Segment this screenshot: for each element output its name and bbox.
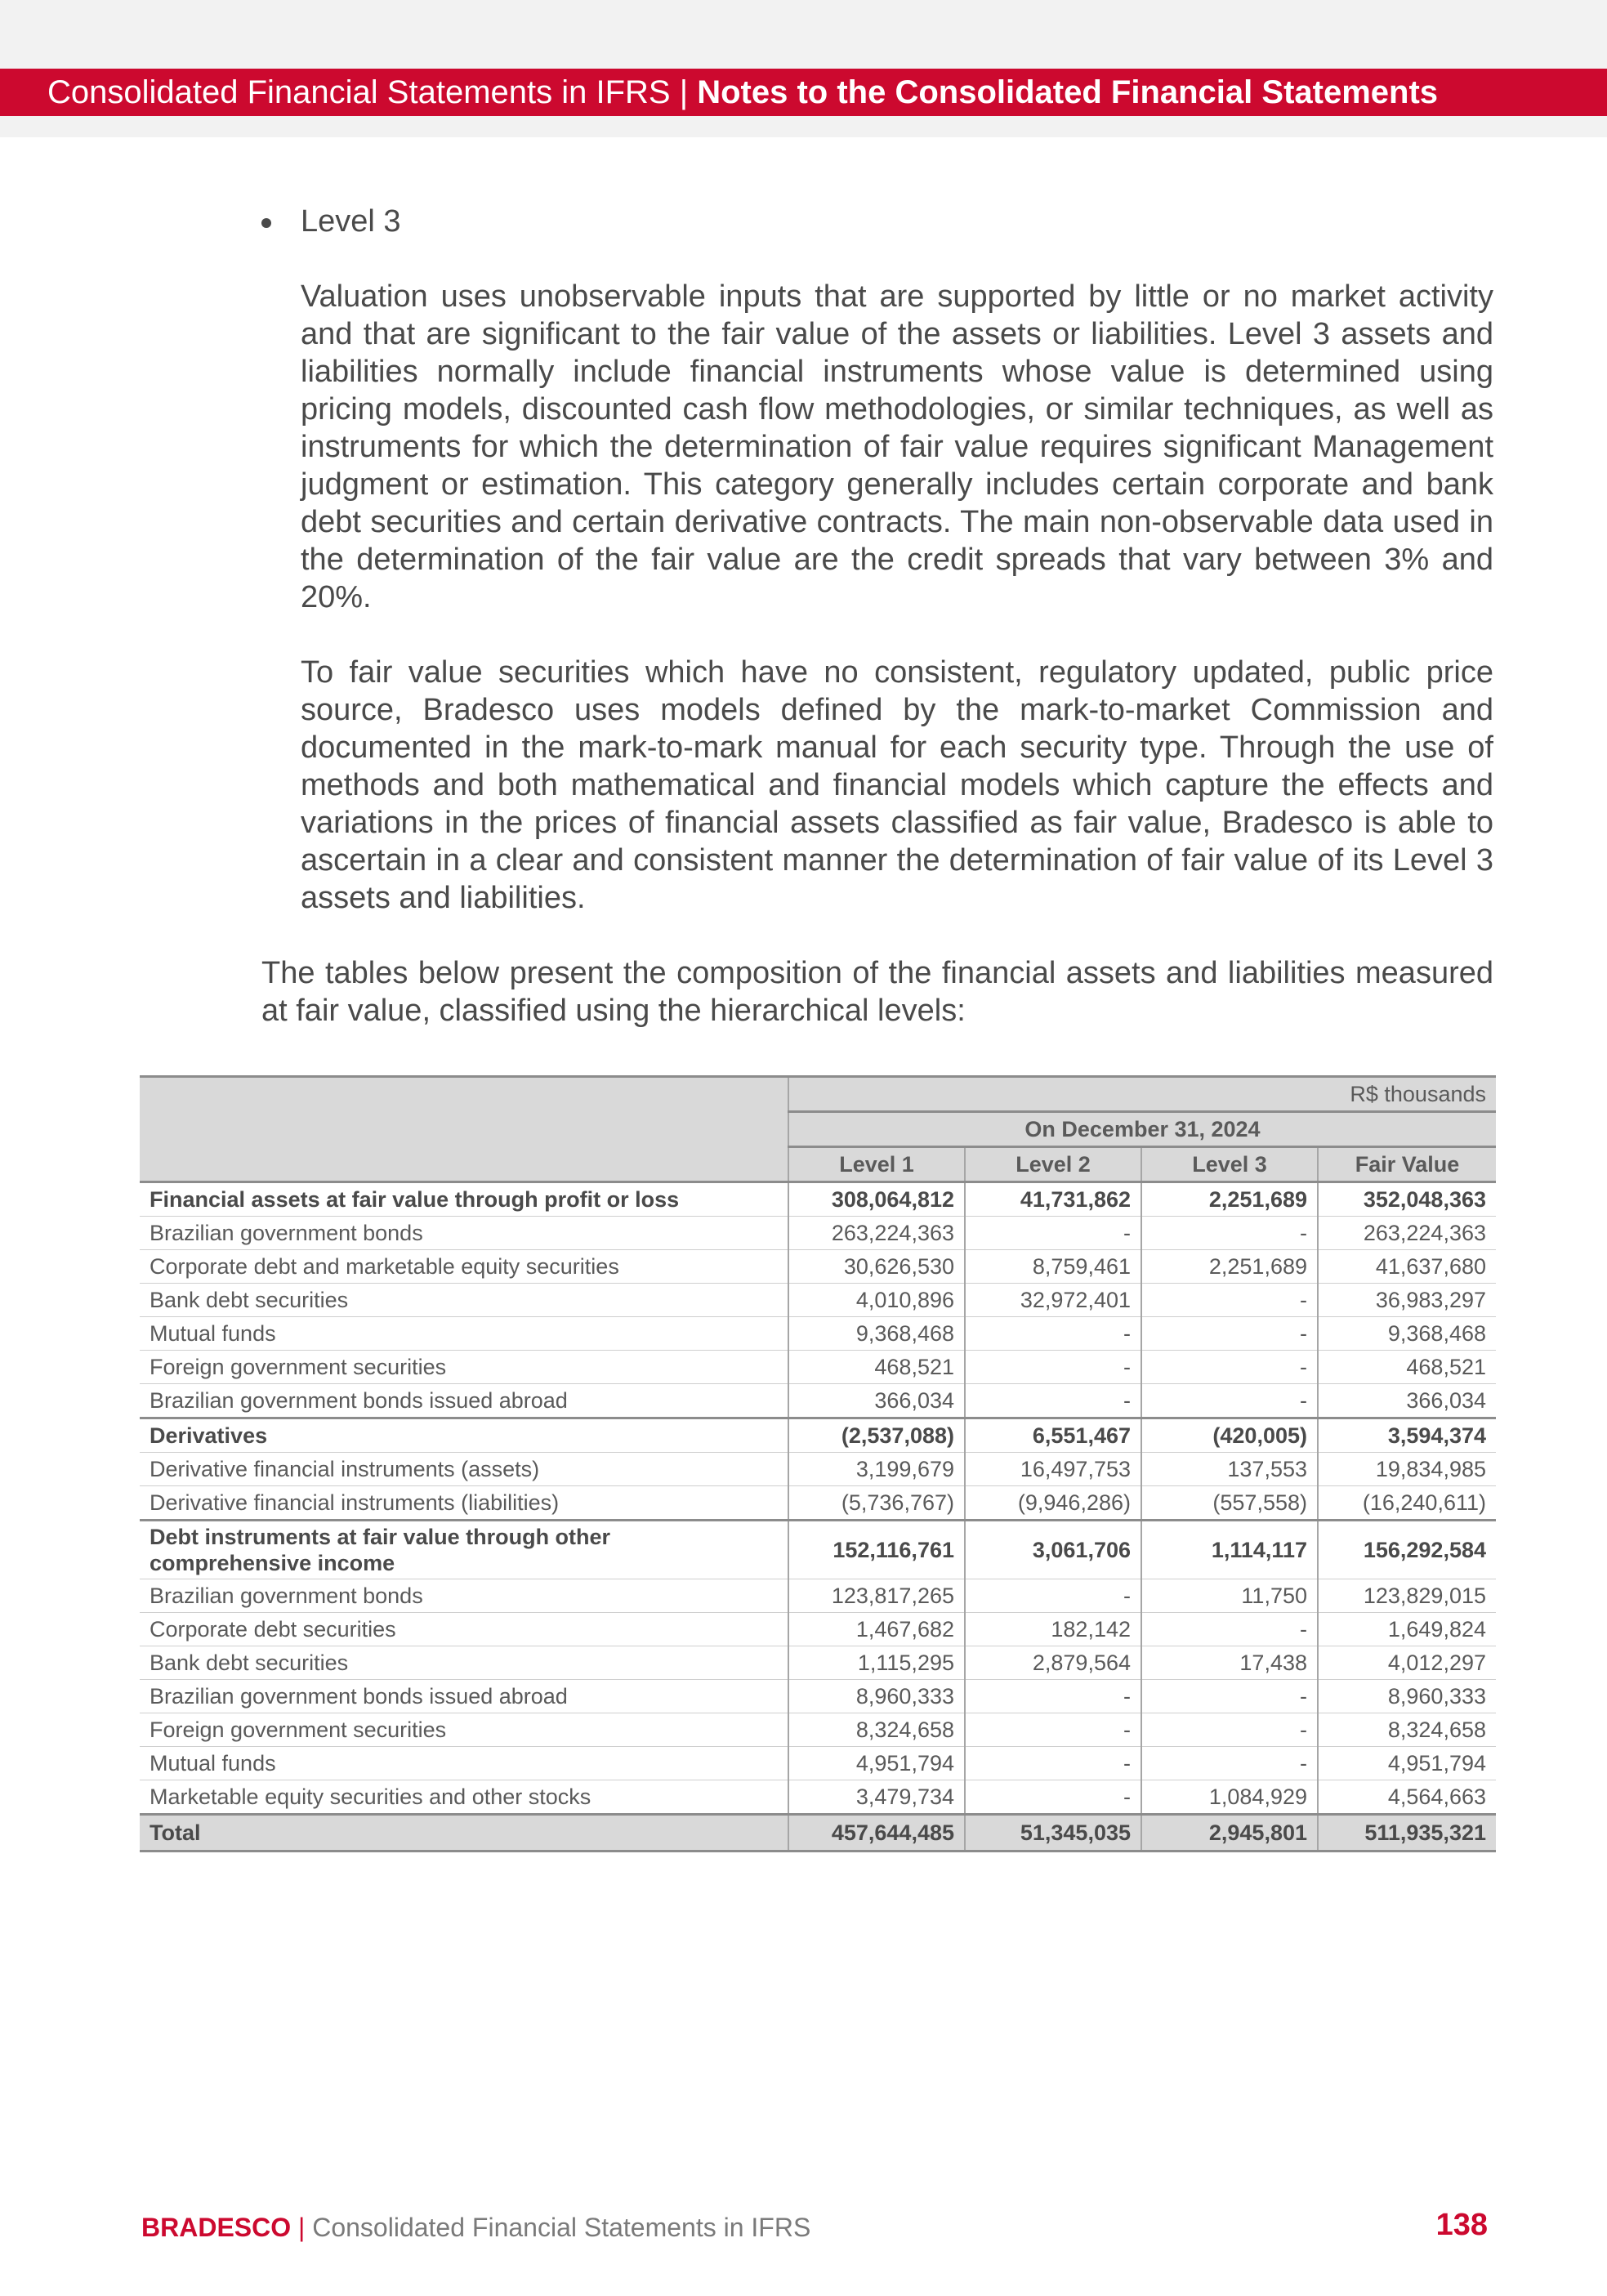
cell-level-3: 1,114,117 [1141,1521,1318,1579]
row-label: Corporate debt and marketable equity securities [140,1250,788,1284]
cell-level-2: 3,061,706 [965,1521,1141,1579]
total-level-3: 2,945,801 [1141,1815,1318,1852]
row-label: Bank debt securities [140,1284,788,1317]
cell-level-1: (5,736,767) [788,1486,965,1521]
row-label: Brazilian government bonds [140,1579,788,1613]
cell-level-3: 2,251,689 [1141,1250,1318,1284]
table-units: R$ thousands [788,1077,1496,1112]
cell-level-1: 366,034 [788,1384,965,1418]
row-label: Mutual funds [140,1317,788,1351]
cell-fair-value: 4,951,794 [1318,1747,1496,1780]
cell-level-2: 2,879,564 [965,1646,1141,1680]
table-row [140,1747,1496,1780]
column-header-fair-value: Fair Value [1318,1147,1496,1182]
row-label: Brazilian government bonds issued abroad [140,1680,788,1713]
cell-fair-value: 8,960,333 [1318,1680,1496,1713]
cell-level-2: 8,759,461 [965,1250,1141,1284]
row-label: Marketable equity securities and other stocks [140,1780,788,1815]
cell-level-3: - [1141,1713,1318,1747]
cell-level-2: - [965,1317,1141,1351]
row-label: Derivative financial instruments (liabilities) [140,1486,788,1521]
cell-level-1: 8,324,658 [788,1713,965,1747]
cell-level-2: - [965,1351,1141,1384]
cell-level-1: 1,467,682 [788,1613,965,1646]
row-label: Debt instruments at fair value through other comprehensive income [140,1521,788,1579]
cell-fair-value: 19,834,985 [1318,1453,1496,1486]
header-bar [0,69,1607,116]
cell-level-3: (557,558) [1141,1486,1318,1521]
row-label: Brazilian government bonds issued abroad [140,1384,788,1418]
fair-value-hierarchy-table [140,1075,1496,1852]
cell-level-2: - [965,1747,1141,1780]
cell-fair-value: 468,521 [1318,1351,1496,1384]
cell-level-1: 152,116,761 [788,1521,965,1579]
cell-level-2: 32,972,401 [965,1284,1141,1317]
cell-level-2: (9,946,286) [965,1486,1141,1521]
table-row [140,1182,1496,1217]
cell-fair-value: 352,048,363 [1318,1182,1496,1217]
column-header-level-1: Level 1 [788,1147,965,1182]
cell-level-1: 3,199,679 [788,1453,965,1486]
cell-level-3: 17,438 [1141,1646,1318,1680]
table-row [140,1453,1496,1486]
cell-level-3: - [1141,1217,1318,1250]
cell-level-1: 123,817,265 [788,1579,965,1613]
total-level-2: 51,345,035 [965,1815,1141,1852]
header-title [47,69,1438,116]
cell-fair-value: 9,368,468 [1318,1317,1496,1351]
total-row [140,1815,1496,1852]
cell-level-3: - [1141,1384,1318,1418]
cell-level-1: 8,960,333 [788,1680,965,1713]
table-row [140,1418,1496,1453]
cell-level-3: - [1141,1317,1318,1351]
cell-level-2: - [965,1680,1141,1713]
header-title-bold: Notes to the Consolidated Financial Statements [697,74,1439,110]
row-label: Foreign government securities [140,1713,788,1747]
table-row [140,1217,1496,1250]
cell-level-2: - [965,1780,1141,1815]
row-label: Bank debt securities [140,1646,788,1680]
footer-separator: | [298,2213,306,2242]
table-row [140,1486,1496,1521]
table-row [140,1250,1496,1284]
cell-level-3: 2,251,689 [1141,1182,1318,1217]
top-band [0,0,1607,69]
level-3-description: Valuation uses unobservable inputs that are supported by little or no market activity and that are significant to the fair value of the assets or liabilities. Level 3 assets and liabilities normally include financial instruments whose value is determined using pricing models, discounted cash flow methodologies, or similar techniques, as well as instruments for which the determination of fair value requires significant Management judgment or estimation. This category generally includes certain corporate and bank debt securities and certain derivative contracts. The main non-observable data used in the determination of the fair value are the credit spreads that vary between 3% and 20%. [301,279,1493,614]
table-row [140,1317,1496,1351]
cell-level-1: 3,479,734 [788,1780,965,1815]
cell-level-2: 41,731,862 [965,1182,1141,1217]
column-header-level-3: Level 3 [1141,1147,1318,1182]
table-row [140,1384,1496,1418]
cell-level-3: 137,553 [1141,1453,1318,1486]
cell-level-1: 4,951,794 [788,1747,965,1780]
cell-level-3: - [1141,1351,1318,1384]
table-row [140,1613,1496,1646]
cell-fair-value: (16,240,611) [1318,1486,1496,1521]
cell-level-3: 11,750 [1141,1579,1318,1613]
cell-level-2: - [965,1713,1141,1747]
cell-fair-value: 4,564,663 [1318,1780,1496,1815]
cell-level-2: 6,551,467 [965,1418,1141,1453]
footer-subtitle: Consolidated Financial Statements in IFRS [312,2213,811,2242]
bullet-item-level-3 [261,203,1493,240]
row-label: Mutual funds [140,1747,788,1780]
cell-level-1: 263,224,363 [788,1217,965,1250]
row-label: Derivatives [140,1418,788,1453]
cell-level-3: (420,005) [1141,1418,1318,1453]
row-label: Foreign government securities [140,1351,788,1384]
total-fair-value: 511,935,321 [1318,1815,1496,1852]
cell-fair-value: 41,637,680 [1318,1250,1496,1284]
cell-level-3: - [1141,1747,1318,1780]
cell-level-1: 4,010,896 [788,1284,965,1317]
cell-fair-value: 263,224,363 [1318,1217,1496,1250]
header-title-regular: Consolidated Financial Statements in IFRS | [47,74,698,110]
row-label: Brazilian government bonds [140,1217,788,1250]
column-header-level-2: Level 2 [965,1147,1141,1182]
bullet-label: Level 3 [301,204,401,239]
footer [141,2213,810,2243]
cell-fair-value: 4,012,297 [1318,1646,1496,1680]
row-label: Derivative financial instruments (assets) [140,1453,788,1486]
row-label: Corporate debt securities [140,1613,788,1646]
table-date-header: On December 31, 2024 [788,1112,1496,1147]
cell-fair-value: 123,829,015 [1318,1579,1496,1613]
header-under-band [0,116,1607,137]
table-row [140,1521,1496,1579]
cell-level-1: 9,368,468 [788,1317,965,1351]
table-row [140,1646,1496,1680]
cell-level-1: 1,115,295 [788,1646,965,1680]
cell-fair-value: 8,324,658 [1318,1713,1496,1747]
table-row [140,1351,1496,1384]
cell-fair-value: 3,594,374 [1318,1418,1496,1453]
cell-level-1: (2,537,088) [788,1418,965,1453]
cell-fair-value: 366,034 [1318,1384,1496,1418]
cell-level-3: 1,084,929 [1141,1780,1318,1815]
cell-level-2: 16,497,753 [965,1453,1141,1486]
table-row [140,1680,1496,1713]
cell-level-2: - [965,1217,1141,1250]
bullet-icon [261,218,271,228]
table-row [140,1579,1496,1613]
table-row [140,1284,1496,1317]
table-row [140,1713,1496,1747]
cell-fair-value: 36,983,297 [1318,1284,1496,1317]
cell-level-2: - [965,1384,1141,1418]
cell-level-1: 468,521 [788,1351,965,1384]
page-number: 138 [1435,2208,1488,2242]
tables-intro-paragraph: The tables below present the composition of the financial assets and liabilities measured at fair value, classified using the hierarchical levels: [261,956,1493,1028]
body-text [261,203,1493,1030]
cell-level-2: - [965,1579,1141,1613]
total-level-1: 457,644,485 [788,1815,965,1852]
total-label: Total [140,1815,788,1852]
cell-level-2: 182,142 [965,1613,1141,1646]
cell-fair-value: 1,649,824 [1318,1613,1496,1646]
cell-level-3: - [1141,1613,1318,1646]
cell-level-3: - [1141,1284,1318,1317]
cell-level-3: - [1141,1680,1318,1713]
cell-level-1: 30,626,530 [788,1250,965,1284]
cell-fair-value: 156,292,584 [1318,1521,1496,1579]
table-row [140,1780,1496,1815]
table-header-label-cell [140,1077,788,1182]
row-label: Financial assets at fair value through profit or loss [140,1182,788,1217]
valuation-method-paragraph: To fair value securities which have no consistent, regulatory updated, public price source, Bradesco uses models defined by the mark-to-market Commission and documented in the mark-to-mark manual for each security type. Through the use of methods and both mathematical and financial models which capture the effects and variations in the prices of financial assets classified as fair value, Bradesco is able to ascertain in a clear and consistent manner the determination of fair value of its Level 3 assets and liabilities. [301,655,1493,915]
cell-level-1: 308,064,812 [788,1182,965,1217]
footer-brand: BRADESCO [141,2213,292,2242]
